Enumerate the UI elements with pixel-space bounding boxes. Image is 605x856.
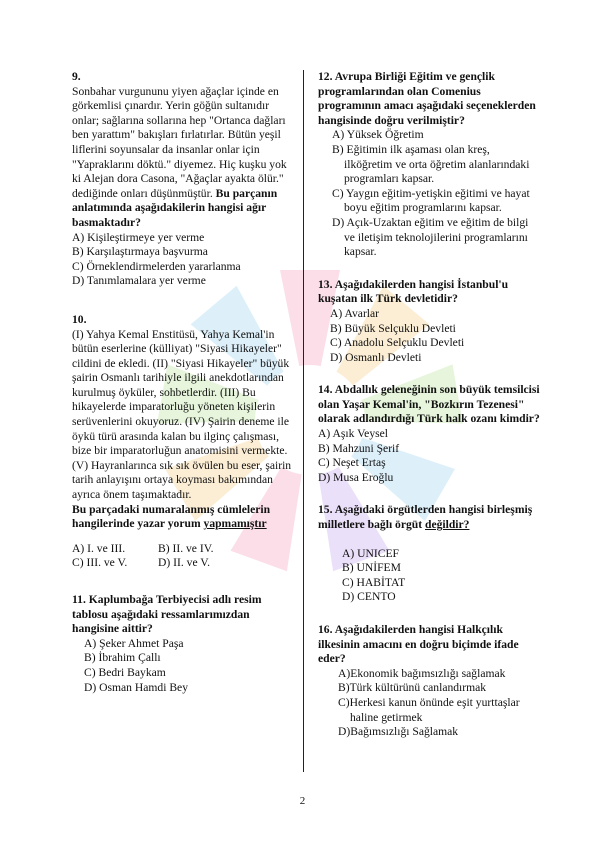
option-b[interactable]: B) Karşılaştırmaya başvurma <box>72 245 208 259</box>
question-stem <box>318 503 540 532</box>
option-c[interactable]: C) Anadolu Selçuklu Devleti <box>330 336 465 350</box>
page-number: 2 <box>299 795 306 807</box>
option-c[interactable]: C) HABİTAT <box>342 575 406 589</box>
option-c[interactable]: C) Neşet Ertaş <box>318 456 386 470</box>
option-b[interactable]: B) II. ve IV. <box>158 541 214 555</box>
option-c[interactable]: C) III. ve V. <box>72 556 128 570</box>
option-b[interactable]: B) Mahzuni Şerif <box>318 441 400 455</box>
option-d[interactable]: D) Açık-Uzaktan eğitim ve eğitim de bilgi ve iletişim teknolojilerini programlarını kapsar. <box>332 215 529 259</box>
question-10 <box>72 313 294 571</box>
question-number: 9. <box>72 70 81 83</box>
question-stem <box>318 623 540 667</box>
left-column <box>72 70 294 713</box>
question-number: 13. <box>318 277 333 291</box>
question-number: 14. <box>318 383 333 397</box>
question-stem-text: Aşağıdaki örgütlerden hangisi birleşmiş milletlere bağlı örgüt <box>318 503 533 532</box>
options <box>318 547 540 605</box>
option-d[interactable]: D) CENTO <box>342 590 396 604</box>
question-stem-text: Aşağıdakilerden hangisi İstanbul'u kuşatan ilk Türk devletidir? <box>318 277 509 306</box>
question-passage: Sonbahar vurgununu yiyen ağaçlar içinde en görkemlisi çınardır. Yerin göğün sultanıdır onlar; sağlarına sollarına hep "Ortanca dağları ben yarattım" bakışları fırlatırlar. Bütün yeşil liflerini soyunsalar da insanlar onlar için "Yapraklarını döktü." diyemez. Hiç kuşku yok ki Alejan dora Casona, "Ağaçlar ayakta ölür." dediğinde onları düşünmüştür. <box>72 84 287 200</box>
option-c[interactable]: C) Yaygın eğitim-yetişkin eğitimi ve hayat boyu eğitim programlarını kapsar. <box>332 186 530 215</box>
column-divider <box>303 70 304 772</box>
option-c[interactable]: C) Örneklendirmelerden yararlanma <box>72 259 241 273</box>
option-a[interactable]: A) UNICEF <box>342 546 400 560</box>
question-stem-text: Aşağıdakilerden hangisi Halkçılık ilkesinin amacını en doğru biçimde ifade eder? <box>318 623 519 666</box>
question-stem <box>72 593 294 637</box>
question-stem-underlined: yapmamıştır <box>203 517 267 531</box>
option-a[interactable]: A) I. ve III. <box>72 541 126 555</box>
question-stem-text: Avrupa Birliği Eğitim ve gençlik programlarından olan Comenius programının amacı aşağıdaki seçeneklerden hangisinde doğru verilmiştir? <box>318 70 536 127</box>
question-stem-underlined: değildir? <box>425 518 470 532</box>
option-a[interactable]: A) Kişileştirmeye yer verme <box>72 230 205 244</box>
question-stem <box>318 278 540 307</box>
question-stem <box>318 383 540 427</box>
option-a[interactable]: A) Avarlar <box>330 306 380 320</box>
option-d[interactable]: D) II. ve V. <box>158 556 211 570</box>
question-number: 10. <box>72 312 87 326</box>
question-16 <box>318 623 540 740</box>
options <box>318 667 540 740</box>
option-a[interactable]: A) Şeker Ahmet Paşa <box>84 636 184 650</box>
options <box>72 231 294 289</box>
options <box>318 128 540 259</box>
question-stem-text: Kaplumbağa Terbiyecisi adlı resim tablosu aşağıdaki ressamlarımızdan hangisine aittir? <box>72 593 262 636</box>
question-number: 16. <box>318 623 333 636</box>
option-a[interactable]: A) Yüksek Öğretim <box>332 128 424 142</box>
question-13 <box>318 278 540 366</box>
question-number: 11. <box>72 593 86 606</box>
option-a[interactable]: A) Aşık Veysel <box>318 427 388 441</box>
options <box>72 542 294 571</box>
question-number: 12. <box>318 70 333 83</box>
option-b[interactable]: B) Büyük Selçuklu Devleti <box>330 321 456 335</box>
option-d[interactable]: D) Musa Eroğlu <box>318 470 394 484</box>
option-c[interactable]: C)Herkesi kanun önünde eşit yurttaşlar haline getirmek <box>338 695 520 724</box>
question-11 <box>72 593 294 695</box>
question-number: 15. <box>318 503 333 517</box>
option-a[interactable]: A)Ekonomik bağımsızlığı sağlamak <box>338 666 506 680</box>
option-c[interactable]: C) Bedri Baykam <box>84 665 166 679</box>
question-15 <box>318 503 540 605</box>
option-b[interactable]: B) İbrahim Çallı <box>84 651 161 665</box>
options <box>318 307 540 365</box>
option-d[interactable]: D) Osman Hamdi Bey <box>84 680 189 694</box>
options <box>72 637 294 695</box>
option-d[interactable]: D) Tanımlamalara yer verme <box>72 274 206 288</box>
question-9 <box>72 70 294 289</box>
option-b[interactable]: B) Eğitimin ilk aşaması olan kreş, ilköğretim ve orta öğretim alanlarındaki programları kapsar. <box>332 142 530 186</box>
option-d[interactable]: D)Bağımsızlığı Sağlamak <box>338 725 459 739</box>
question-14 <box>318 383 540 485</box>
right-column <box>318 70 540 758</box>
question-stem-text: Bu parçadaki numaralanmış cümlelerin hangilerinde yazar yorum <box>72 502 271 531</box>
option-d[interactable]: D) Osmanlı Devleti <box>330 350 422 364</box>
option-b[interactable]: B) UNİFEM <box>342 561 401 575</box>
option-b[interactable]: B)Türk kültürünü canlandırmak <box>338 681 487 695</box>
question-stem: Bu parçanın anlatımında aşağıdakilerin hangisi ağır basmaktadır? <box>72 186 278 229</box>
question-stem <box>318 70 540 128</box>
question-12 <box>318 70 540 260</box>
question-stem-text: Abdallık geleneğinin son büyük temsilcisi olan Yaşar Kemal'in, "Bozkırın Tezenesi" olarak adlandırdığı Türk halk ozanı kimdir? <box>318 383 540 426</box>
question-stem <box>72 503 294 532</box>
options <box>318 427 540 485</box>
question-passage: (I) Yahya Kemal Enstitüsü, Yahya Kemal'in bütün eserlerine (külliyat) "Siyasi Hikayeler" cildini de ekledi. (II) "Siyasi Hikayeler" büyük şairin Osmanlı tarihiyle ilgili anekdotlarından kurulmuş öyküler, sohbetlerdir. (III) Bu hikayelerde imparatorluğu yöneten kişilerin serüvenlerini okuyoruz. (IV) Şairin deneme ile öykü türü arasında kalan bu ilginç çalışması, bize bir imparatorluğun anatomisini vermekte. (V) Hayranlarınca sık sık övülen bu eser, şairin tarih anlayışını ortaya koyması bakımından ayrıca önem taşımaktadır. <box>72 327 292 502</box>
